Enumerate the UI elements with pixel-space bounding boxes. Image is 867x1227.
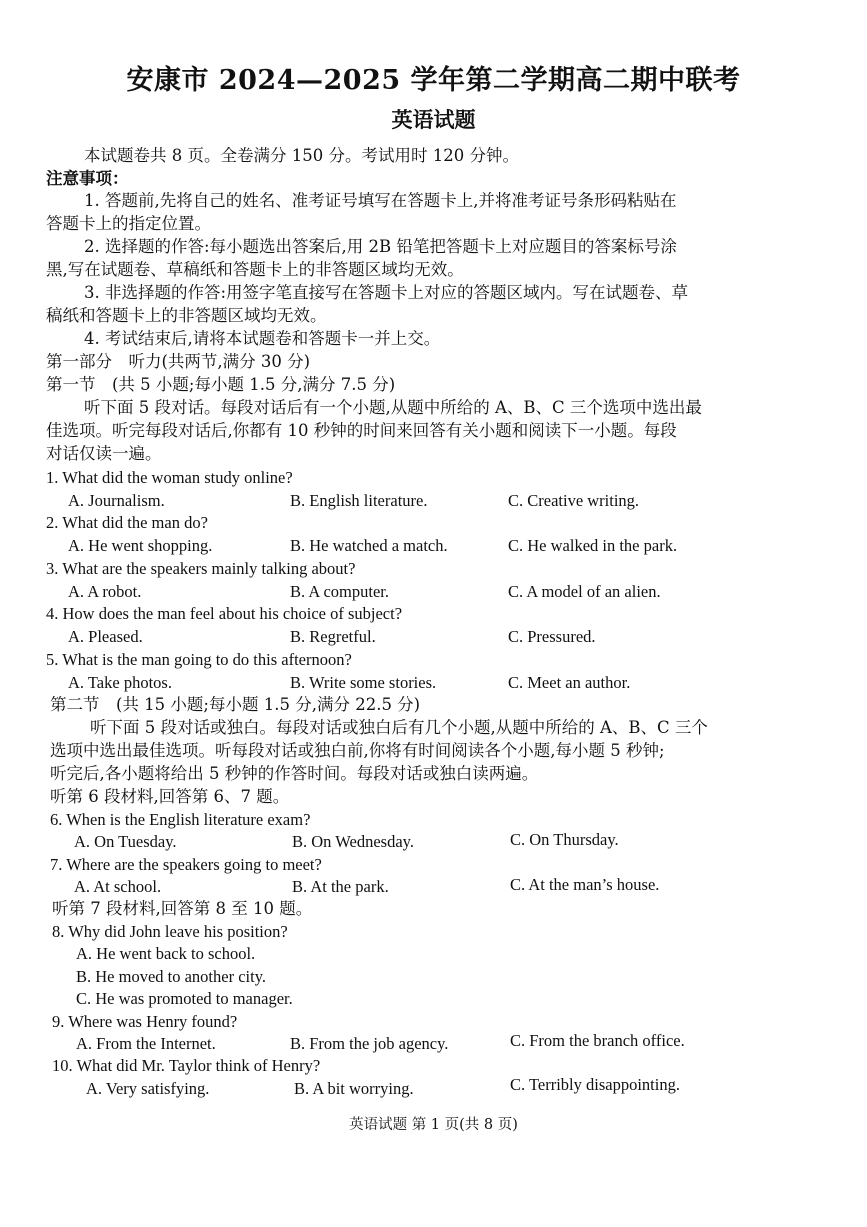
- question-9-option-c: C. From the branch office.: [510, 1031, 685, 1050]
- question-1-stem: 1. What did the woman study online?: [46, 468, 293, 487]
- question-4-option-b: B. Regretful.: [290, 627, 376, 646]
- note-2-line-1: 2. 选择题的作答:每小题选出答案后,用 2B 铅笔把答题卡上对应题目的答案标号涂: [84, 237, 677, 256]
- section1-instructions-line-1: 听下面 5 段对话。每段对话后有一个小题,从题中所给的 A、B、C 三个选项中选出最: [84, 398, 702, 417]
- question-3-option-c: C. A model of an alien.: [508, 582, 661, 601]
- question-5-option-a: A. Take photos.: [68, 673, 172, 692]
- section2-heading: 第二节 (共 15 小题;每小题 1.5 分,满分 22.5 分): [50, 695, 421, 714]
- note-3-line-1: 3. 非选择题的作答:用签字笔直接写在答题卡上对应的答题区域内。写在试题卷、草: [84, 283, 689, 302]
- question-10-option-a: A. Very satisfying.: [86, 1079, 210, 1098]
- question-1-option-b: B. English literature.: [290, 491, 428, 510]
- question-10-option-b: B. A bit worrying.: [294, 1079, 414, 1098]
- question-9-stem: 9. Where was Henry found?: [52, 1012, 238, 1031]
- question-8-option-a: A. He went back to school.: [76, 944, 256, 963]
- question-7-stem: 7. Where are the speakers going to meet?: [50, 855, 322, 874]
- question-6-option-c: C. On Thursday.: [510, 830, 619, 849]
- notes-heading: 注意事项：: [46, 169, 129, 188]
- part1-heading: 第一部分 听力(共两节,满分 30 分): [46, 352, 311, 371]
- section2-instructions-line-1: 听下面 5 段对话或独白。每段对话或独白后有几个小题,从题中所给的 A、B、C 三个: [90, 718, 708, 737]
- question-3-option-b: B. A computer.: [290, 582, 389, 601]
- question-8-option-b: B. He moved to another city.: [76, 967, 267, 986]
- question-1-option-a: A. Journalism.: [68, 491, 165, 510]
- question-4-option-a: A. Pleased.: [68, 627, 143, 646]
- question-3-option-a: A. A robot.: [68, 582, 142, 601]
- question-9-option-a: A. From the Internet.: [76, 1034, 216, 1053]
- question-5-option-c: C. Meet an author.: [508, 673, 631, 692]
- section2-instructions-line-3: 听完后,各小题将给出 5 秒钟的作答时间。每段对话或独白读两遍。: [50, 764, 539, 783]
- material-7-instruction: 听第 7 段材料,回答第 8 至 10 题。: [52, 899, 313, 918]
- question-4-option-c: C. Pressured.: [508, 627, 596, 646]
- question-6-stem: 6. When is the English literature exam?: [50, 810, 311, 829]
- question-2-option-c: C. He walked in the park.: [508, 536, 678, 555]
- question-6-option-a: A. On Tuesday.: [74, 832, 177, 851]
- question-3-stem: 3. What are the speakers mainly talking about?: [46, 559, 356, 578]
- question-7-option-a: A. At school.: [74, 877, 162, 896]
- question-2-option-a: A. He went shopping.: [68, 536, 213, 555]
- question-6-option-b: B. On Wednesday.: [292, 832, 414, 851]
- exam-title: 安康市 2024—2025 学年第二学期高二期中联考: [126, 65, 741, 96]
- note-1-line-2: 答题卡上的指定位置。: [46, 214, 211, 233]
- question-9-option-b: B. From the job agency.: [290, 1034, 449, 1053]
- question-10-stem: 10. What did Mr. Taylor think of Henry?: [52, 1056, 321, 1075]
- question-8-stem: 8. Why did John leave his position?: [52, 922, 288, 941]
- question-5-option-b: B. Write some stories.: [290, 673, 437, 692]
- exam-subtitle: 英语试题: [391, 107, 476, 132]
- question-8-option-c: C. He was promoted to manager.: [76, 989, 293, 1008]
- note-1-line-1: 1. 答题前,先将自己的姓名、准考证号填写在答题卡上,并将准考证号条形码粘贴在: [84, 191, 677, 210]
- note-2-line-2: 黑,写在试题卷、草稿纸和答题卡上的非答题区域均无效。: [46, 260, 464, 279]
- section1-instructions-line-2: 佳选项。听完每段对话后,你都有 10 秒钟的时间来回答有关小题和阅读下一小题。每段: [46, 421, 677, 440]
- page-footer: 英语试题 第 1 页(共 8 页): [349, 1117, 518, 1133]
- material-6-instruction: 听第 6 段材料,回答第 6、7 题。: [50, 787, 290, 806]
- question-4-stem: 4. How does the man feel about his choice of subject?: [46, 604, 403, 623]
- exam-summary: 本试题卷共 8 页。全卷满分 150 分。考试用时 120 分钟。: [84, 146, 519, 165]
- question-7-option-c: C. At the man’s house.: [510, 875, 660, 894]
- section1-heading: 第一节 (共 5 小题;每小题 1.5 分,满分 7.5 分): [46, 375, 396, 394]
- question-2-option-b: B. He watched a match.: [290, 536, 448, 555]
- section2-instructions-line-2: 选项中选出最佳选项。听每段对话或独白前,你将有时间阅读各个小题,每小题 5 秒钟;: [50, 741, 665, 760]
- note-4: 4. 考试结束后,请将本试题卷和答题卡一并上交。: [84, 329, 441, 348]
- question-5-stem: 5. What is the man going to do this afternoon?: [46, 650, 352, 669]
- section1-instructions-line-3: 对话仅读一遍。: [46, 444, 162, 463]
- question-2-stem: 2. What did the man do?: [46, 513, 208, 532]
- question-1-option-c: C. Creative writing.: [508, 491, 640, 510]
- question-10-option-c: C. Terribly disappointing.: [510, 1075, 680, 1094]
- note-3-line-2: 稿纸和答题卡上的非答题区域均无效。: [46, 306, 327, 325]
- question-7-option-b: B. At the park.: [292, 877, 389, 896]
